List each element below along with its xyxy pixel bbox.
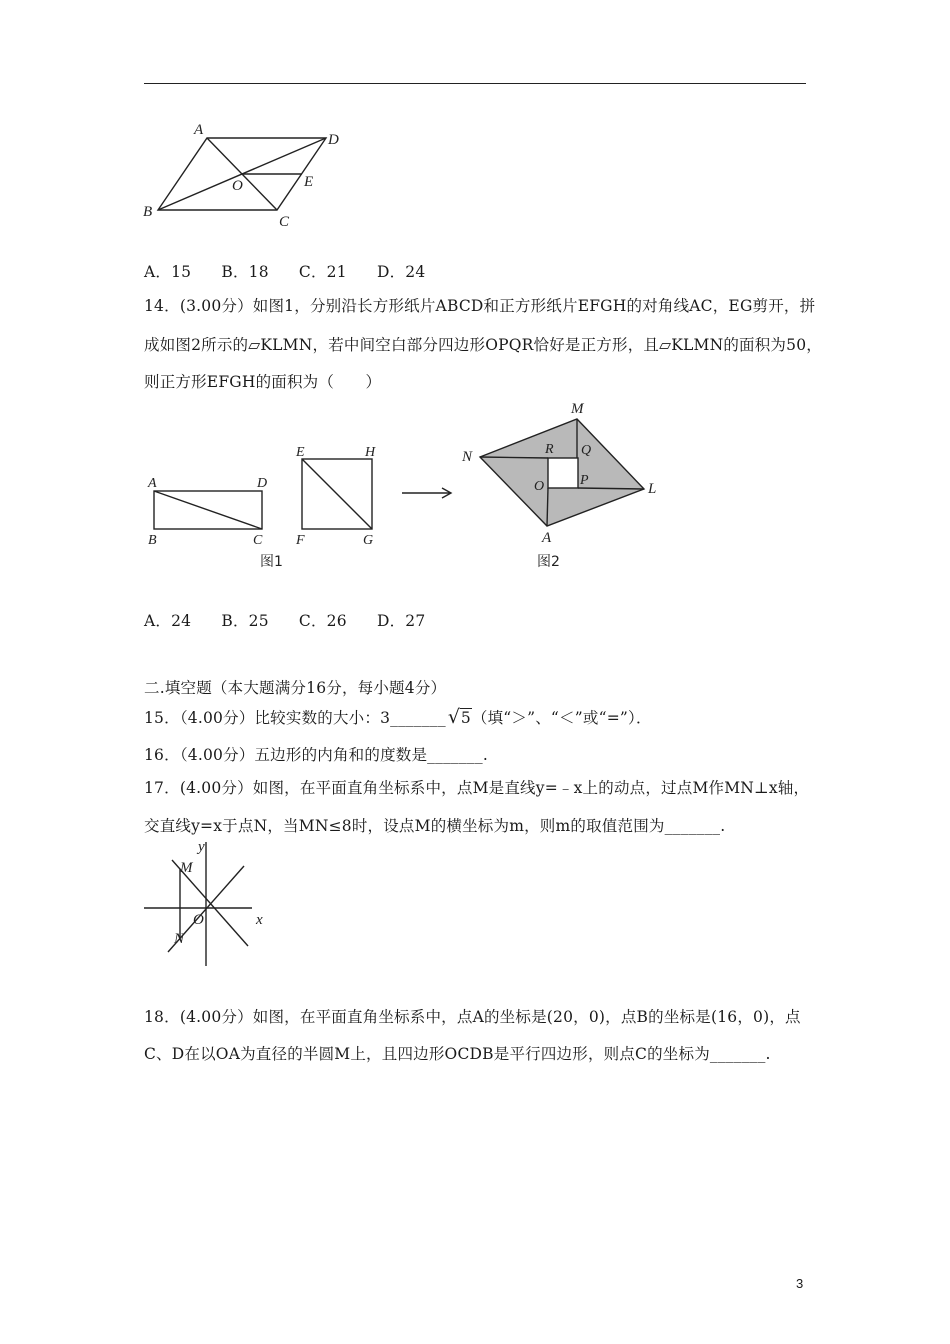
q13-option-d: D．24 (376, 263, 426, 281)
q14-figure-1 (140, 440, 400, 575)
fig2-label-q: Q (581, 443, 592, 458)
q13-label-e: E (304, 174, 314, 190)
q17-coordinate-figure (140, 838, 280, 970)
fig2-label-o: O (534, 479, 545, 494)
page-number: 3 (796, 1276, 804, 1291)
fig2-label-a: A (542, 530, 552, 546)
fig1-label-g: G (363, 533, 374, 548)
fig2-caption: 图2 (537, 554, 560, 570)
q13-option-c: C．21 (298, 263, 347, 281)
q15-suffix: （填“＞”、“＜”或“=”）． (471, 709, 652, 727)
fig1-label-b: B (148, 533, 157, 548)
fig1-label-h: H (365, 445, 376, 460)
q13-label-b: B (143, 204, 153, 220)
q18-text-line-1: 18．(4.00分）如图，在平面直角坐标系中，点A的坐标是(20，0)，点B的坐标是(16，0)，点 (144, 1008, 801, 1026)
q13-label-d: D (328, 132, 339, 148)
q17-label-o: O (193, 912, 204, 928)
q14-option-c: C．26 (298, 612, 347, 630)
q14-option-a: A．24 (144, 612, 192, 630)
q17-text-line-1: 17．(4.00分）如图，在平面直角坐标系中，点M是直线y=﹣x上的动点，过点M作MN⊥x轴， (144, 779, 810, 797)
q16-text: 16．（4.00分）五边形的内角和的度数是_______. (144, 746, 488, 764)
fig1-caption: 图1 (260, 554, 283, 570)
fig1-label-c: C (253, 533, 263, 548)
fig1-label-a: A (148, 476, 157, 491)
q17-label-m: M (180, 860, 193, 876)
fig2-label-m: M (571, 401, 584, 417)
q15-text (144, 706, 652, 728)
q14-figure-2 (458, 396, 678, 576)
q13-option-b: B．18 (221, 263, 269, 281)
q17-label-x: x (256, 912, 263, 928)
fig1-label-e: E (296, 445, 305, 460)
q13-options (144, 260, 450, 282)
q13-parallelogram-figure (140, 118, 360, 233)
fig2-label-l: L (648, 481, 657, 497)
q13-label-o: O (232, 178, 243, 194)
sqrt-symbol (448, 709, 472, 727)
q17-label-n: N (174, 931, 185, 947)
q14-options (144, 609, 450, 631)
q18-text-line-2: C、D在以OA为直径的半圆M上，且四边形OCDB是平行四边形，则点C的坐标为_______. (144, 1045, 771, 1063)
q14-option-b: B．25 (221, 612, 269, 630)
fig2-label-p: P (580, 473, 589, 488)
q13-option-a: A．15 (144, 263, 192, 281)
fig1-label-d: D (257, 476, 268, 491)
q17-label-y: y (198, 839, 205, 855)
q17-text-line-2: 交直线y=x于点N，当MN≤8时，设点M的横坐标为m，则m的取值范围为_______. (144, 817, 726, 835)
q14-text-line-1: 14．(3.00分）如图1，分别沿长方形纸片ABCD和正方形纸片EFGH的对角线AC，EG剪开，拼 (144, 297, 816, 315)
q15-radicand: 5 (460, 709, 471, 727)
section-2-title: 二.填空题（本大题满分16分，每小题4分） (144, 679, 447, 697)
fig2-label-n: N (462, 449, 473, 465)
fig1-label-f: F (296, 533, 305, 548)
q15-prefix: 15．（4.00分）比较实数的大小：3_______ (144, 709, 446, 727)
q14-text-line-3: 则正方形EFGH的面积为（ ） (144, 373, 382, 391)
q14-text-line-2: 成如图2所示的▱KLMN，若中间空白部分四边形OPQR恰好是正方形，且▱KLMN的面积为50， (144, 336, 822, 354)
q13-label-c: C (279, 214, 290, 230)
q14-arrow (398, 483, 458, 503)
q13-label-a: A (194, 122, 204, 138)
fig2-label-r: R (545, 442, 554, 457)
q14-option-d: D．27 (376, 612, 426, 630)
header-rule (144, 83, 806, 84)
